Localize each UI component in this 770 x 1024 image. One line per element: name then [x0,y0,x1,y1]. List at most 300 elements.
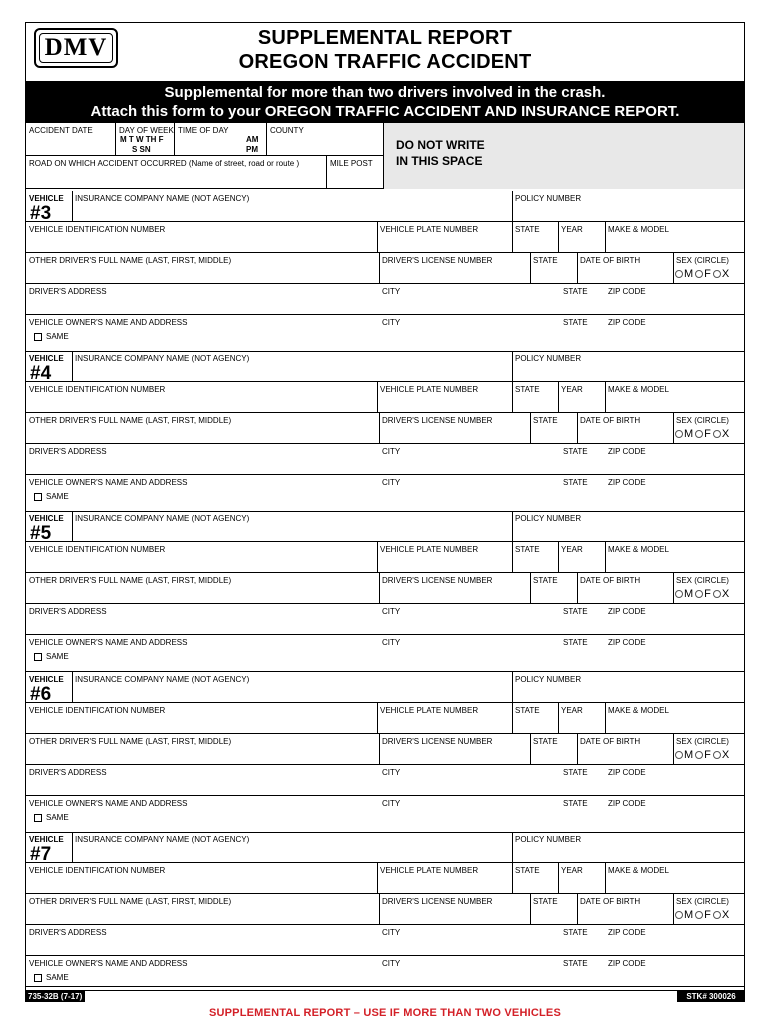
owner-state-field[interactable] [558,475,605,506]
license-number-field[interactable] [379,253,530,284]
sex-options[interactable] [675,428,731,440]
policy-number-label: POLICY NUMBER [515,194,582,203]
circle-option-icon[interactable] [695,270,703,278]
vin-field[interactable] [26,863,377,894]
driver-name-field[interactable] [26,253,379,284]
plate-number-field[interactable] [377,382,512,413]
make-model-label: MAKE & MODEL [608,545,669,554]
plate-state-label: STATE [515,225,540,234]
instruction-banner [26,81,744,123]
year-field[interactable] [558,863,605,894]
circle-option-icon[interactable] [713,430,721,438]
owner-field[interactable] [26,956,379,987]
field-divider [512,542,513,572]
date-of-birth-field[interactable] [577,413,673,444]
sex-option-m[interactable]: M [684,749,694,761]
field-divider [379,413,380,443]
driver-zip-label: ZIP CODE [608,768,646,777]
field-divider [605,863,606,893]
circle-option-icon[interactable] [695,751,703,759]
field-divider [577,253,578,283]
pm-option[interactable]: PM [246,145,258,154]
field-divider [377,222,378,252]
insurance-row [26,191,744,222]
plate-state-field[interactable] [512,703,558,734]
license-number-label: DRIVER'S LICENSE NUMBER [382,737,493,746]
circle-option-icon[interactable] [713,270,721,278]
sex-option-f[interactable]: F [704,588,711,600]
road-field[interactable] [26,156,327,189]
sex-options[interactable] [675,749,731,761]
same-checkbox[interactable] [34,333,42,341]
circle-option-icon[interactable] [695,590,703,598]
footer-note: SUPPLEMENTAL REPORT – USE IF MORE THAN TWO VEHICLES [208,1007,562,1019]
owner-city-field[interactable] [379,475,558,506]
insurance-row [26,672,744,703]
driver-city-field[interactable] [379,444,558,475]
vin-label: VEHICLE IDENTIFICATION NUMBER [29,225,166,234]
date-of-birth-label: DATE OF BIRTH [580,416,641,425]
owner-zip-label: ZIP CODE [608,799,646,808]
owner-state-field[interactable] [558,635,605,666]
policy-number-field[interactable] [512,672,744,703]
owner-state-label: STATE [563,478,588,487]
field-divider [377,703,378,733]
field-divider [577,573,578,603]
sex-option-m[interactable]: M [684,428,694,440]
sex-options[interactable] [675,909,731,921]
plate-state-label: STATE [515,385,540,394]
field-divider [558,863,559,893]
form-header [26,23,744,81]
make-model-field[interactable] [605,863,744,894]
owner-label: VEHICLE OWNER'S NAME AND ADDRESS [29,638,188,647]
license-number-field[interactable] [379,894,530,925]
circle-option-icon[interactable] [695,911,703,919]
sex-field[interactable] [673,894,744,925]
field-divider [512,863,513,893]
field-divider [377,382,378,412]
office-use-text-1: DO NOT WRITE [396,138,485,152]
dmv-logo-text: DMV [39,33,113,63]
vehicle-number: #7 [30,844,52,865]
time-of-day-label: TIME OF DAY [178,126,229,135]
field-divider [605,703,606,733]
insurance-label: INSURANCE COMPANY NAME (NOT AGENCY) [75,835,250,844]
license-state-field[interactable] [530,573,577,604]
vehicle-word: VEHICLE [29,835,64,844]
sex-label: SEX (CIRCLE) [676,256,729,265]
sex-options[interactable] [675,268,731,280]
vin-field[interactable] [26,703,377,734]
policy-number-field[interactable] [512,511,744,542]
owner-state-label: STATE [563,959,588,968]
sex-field[interactable] [673,253,744,284]
owner-state-field[interactable] [558,315,605,346]
sex-field[interactable] [673,413,744,444]
driver-state-label: STATE [563,607,588,616]
sex-option-x[interactable]: X [721,268,730,280]
driver-address-label: DRIVER'S ADDRESS [29,768,107,777]
make-model-label: MAKE & MODEL [608,866,669,875]
field-divider [530,413,531,443]
county-label: COUNTY [270,126,304,135]
owner-state-label: STATE [563,318,588,327]
owner-row [26,796,744,833]
owner-city-label: CITY [382,478,401,487]
driver-zip-label: ZIP CODE [608,287,646,296]
driver-row [26,413,744,444]
driver-address-label: DRIVER'S ADDRESS [29,287,107,296]
driver-name-field[interactable] [26,894,379,925]
plate-number-label: VEHICLE PLATE NUMBER [380,545,479,554]
sex-option-x[interactable]: X [721,749,730,761]
license-number-field[interactable] [379,413,530,444]
time-of-day-field[interactable] [175,123,267,156]
driver-address-field[interactable] [26,444,379,475]
driver-address-field[interactable] [26,765,379,796]
driver-state-field[interactable] [558,765,605,796]
driver-zip-field[interactable] [605,444,744,475]
plate-state-field[interactable] [512,382,558,413]
license-state-label: STATE [533,897,558,906]
driver-state-field[interactable] [558,284,605,315]
vehicle-number: #3 [30,203,52,224]
license-state-field[interactable] [530,894,577,925]
driver-name-field[interactable] [26,413,379,444]
owner-zip-label: ZIP CODE [608,638,646,647]
sex-label: SEX (CIRCLE) [676,576,729,585]
make-model-field[interactable] [605,222,744,253]
plate-number-field[interactable] [377,863,512,894]
license-state-field[interactable] [530,413,577,444]
accident-date-label: ACCIDENT DATE [29,126,93,135]
owner-zip-field[interactable] [605,796,744,827]
driver-address-field[interactable] [26,925,379,956]
owner-state-field[interactable] [558,956,605,987]
vehicle-word: VEHICLE [29,354,64,363]
vin-label: VEHICLE IDENTIFICATION NUMBER [29,706,166,715]
field-divider [530,253,531,283]
sex-option-f[interactable]: F [704,749,711,761]
date-of-birth-field[interactable] [577,894,673,925]
driver-city-label: CITY [382,287,401,296]
field-divider [512,382,513,412]
same-checkbox[interactable] [34,653,42,661]
date-of-birth-field[interactable] [577,253,673,284]
field-divider [377,542,378,572]
driver-city-label: CITY [382,928,401,937]
make-model-label: MAKE & MODEL [608,385,669,394]
circle-option-icon[interactable] [675,590,683,598]
field-divider [605,542,606,572]
plate-number-field[interactable] [377,703,512,734]
driver-name-field[interactable] [26,573,379,604]
vehicle-word: VEHICLE [29,675,64,684]
driver-state-label: STATE [563,768,588,777]
make-model-label: MAKE & MODEL [608,706,669,715]
vehicle-word: VEHICLE [29,194,64,203]
owner-zip-label: ZIP CODE [608,318,646,327]
same-checkbox[interactable] [34,814,42,822]
owner-city-field[interactable] [379,796,558,827]
driver-zip-field[interactable] [605,604,744,635]
sex-option-m[interactable]: M [684,909,694,921]
circle-option-icon[interactable] [713,751,721,759]
driver-city-label: CITY [382,447,401,456]
driver-city-field[interactable] [379,765,558,796]
owner-field[interactable] [26,315,379,346]
mile-post-field[interactable] [327,156,384,189]
owner-row [26,475,744,512]
driver-address-field[interactable] [26,284,379,315]
driver-row [26,253,744,284]
sex-option-m[interactable]: M [684,588,694,600]
policy-number-label: POLICY NUMBER [515,675,582,684]
make-model-field[interactable] [605,703,744,734]
plate-state-label: STATE [515,866,540,875]
policy-number-field[interactable] [512,191,744,222]
driver-name-label: OTHER DRIVER'S FULL NAME (LAST, FIRST, MIDDLE) [29,416,232,425]
day-of-week-field[interactable] [116,123,175,156]
vin-field[interactable] [26,542,377,573]
sex-option-f[interactable]: F [704,909,711,921]
driver-row [26,894,744,925]
plate-state-field[interactable] [512,863,558,894]
same-checkbox[interactable] [34,493,42,501]
vehicle-id-box [26,832,72,863]
year-label: YEAR [561,866,583,875]
driver-city-field[interactable] [379,604,558,635]
insurance-row [26,832,744,863]
owner-row [26,635,744,672]
circle-option-icon[interactable] [695,430,703,438]
owner-state-label: STATE [563,799,588,808]
insurance-field[interactable] [72,832,512,863]
field-divider [558,382,559,412]
day-of-week-options[interactable]: M T W TH F [120,135,164,144]
license-state-field[interactable] [530,253,577,284]
insurance-row [26,351,744,382]
driver-state-field[interactable] [558,925,605,956]
owner-zip-field[interactable] [605,315,744,346]
license-state-field[interactable] [530,734,577,765]
driver-name-label: OTHER DRIVER'S FULL NAME (LAST, FIRST, MIDDLE) [29,737,232,746]
year-field[interactable] [558,382,605,413]
owner-field[interactable] [26,475,379,506]
insurance-field[interactable] [72,351,512,382]
driver-address-row [26,284,744,315]
driver-address-row [26,444,744,475]
field-divider [605,382,606,412]
date-of-birth-label: DATE OF BIRTH [580,737,641,746]
plate-number-label: VEHICLE PLATE NUMBER [380,706,479,715]
owner-label: VEHICLE OWNER'S NAME AND ADDRESS [29,799,188,808]
driver-address-row [26,604,744,635]
sex-options[interactable] [675,588,731,600]
driver-name-field[interactable] [26,734,379,765]
day-of-week-options-weekend[interactable]: S SN [132,145,151,154]
vehicle-number: #6 [30,684,52,705]
driver-zip-label: ZIP CODE [608,447,646,456]
plate-number-field[interactable] [377,542,512,573]
sex-option-f[interactable]: F [704,268,711,280]
owner-city-field[interactable] [379,956,558,987]
form-title-line1: SUPPLEMENTAL REPORT [257,27,513,49]
driver-zip-label: ZIP CODE [608,607,646,616]
policy-number-label: POLICY NUMBER [515,354,582,363]
owner-zip-field[interactable] [605,635,744,666]
sex-option-x[interactable]: X [721,588,730,600]
date-of-birth-field[interactable] [577,573,673,604]
field-divider [379,734,380,764]
field-divider [577,734,578,764]
plate-state-field[interactable] [512,542,558,573]
owner-city-field[interactable] [379,315,558,346]
county-field[interactable] [267,123,384,156]
driver-zip-field[interactable] [605,284,744,315]
field-divider [530,894,531,924]
same-label: SAME [46,973,69,982]
field-divider [379,573,380,603]
same-label: SAME [46,652,69,661]
owner-zip-label: ZIP CODE [608,959,646,968]
vehicle-section [26,351,744,512]
vin-field[interactable] [26,222,377,253]
circle-option-icon[interactable] [675,270,683,278]
sex-option-x[interactable]: X [721,428,730,440]
owner-zip-label: ZIP CODE [608,478,646,487]
field-divider [530,734,531,764]
sex-field[interactable] [673,573,744,604]
driver-address-field[interactable] [26,604,379,635]
owner-field[interactable] [26,796,379,827]
insurance-field[interactable] [72,191,512,222]
driver-city-field[interactable] [379,284,558,315]
policy-number-field[interactable] [512,351,744,382]
field-divider [558,703,559,733]
accident-date-field[interactable] [26,123,116,156]
am-option[interactable]: AM [246,135,259,144]
field-divider [377,863,378,893]
vehicle-number: #5 [30,523,52,544]
date-of-birth-field[interactable] [577,734,673,765]
year-label: YEAR [561,385,583,394]
same-checkbox[interactable] [34,974,42,982]
policy-number-field[interactable] [512,832,744,863]
year-field[interactable] [558,542,605,573]
driver-state-label: STATE [563,287,588,296]
date-of-birth-label: DATE OF BIRTH [580,256,641,265]
year-label: YEAR [561,545,583,554]
banner-line2: Attach this form to your OREGON TRAFFIC ACCIDENT AND INSURANCE REPORT. [90,103,680,120]
plate-state-label: STATE [515,706,540,715]
sex-option-x[interactable]: X [721,909,730,921]
license-number-field[interactable] [379,573,530,604]
driver-address-label: DRIVER'S ADDRESS [29,928,107,937]
license-number-label: DRIVER'S LICENSE NUMBER [382,256,493,265]
driver-state-field[interactable] [558,444,605,475]
driver-zip-label: ZIP CODE [608,928,646,937]
driver-zip-field[interactable] [605,765,744,796]
owner-row [26,956,744,987]
owner-zip-field[interactable] [605,475,744,506]
plate-state-field[interactable] [512,222,558,253]
year-label: YEAR [561,706,583,715]
field-divider [558,222,559,252]
vehicle-details-row [26,542,744,573]
circle-option-icon[interactable] [675,911,683,919]
plate-number-label: VEHICLE PLATE NUMBER [380,225,479,234]
field-divider [512,222,513,252]
circle-option-icon[interactable] [675,430,683,438]
field-divider [379,253,380,283]
make-model-field[interactable] [605,542,744,573]
driver-name-label: OTHER DRIVER'S FULL NAME (LAST, FIRST, MIDDLE) [29,576,232,585]
driver-city-field[interactable] [379,925,558,956]
insurance-field[interactable] [72,511,512,542]
stock-number: STK# 300026 [677,991,745,1002]
sex-option-f[interactable]: F [704,428,711,440]
year-field[interactable] [558,222,605,253]
driver-state-label: STATE [563,928,588,937]
driver-row [26,734,744,765]
sex-field[interactable] [673,734,744,765]
owner-zip-field[interactable] [605,956,744,987]
owner-state-field[interactable] [558,796,605,827]
circle-option-icon[interactable] [713,590,721,598]
owner-label: VEHICLE OWNER'S NAME AND ADDRESS [29,478,188,487]
vehicle-details-row [26,703,744,734]
sex-option-m[interactable]: M [684,268,694,280]
circle-option-icon[interactable] [675,751,683,759]
field-divider [558,542,559,572]
owner-row [26,315,744,352]
field-divider [577,894,578,924]
driver-state-field[interactable] [558,604,605,635]
driver-name-label: OTHER DRIVER'S FULL NAME (LAST, FIRST, MIDDLE) [29,256,232,265]
owner-city-label: CITY [382,638,401,647]
vehicle-section [26,191,744,352]
insurance-field[interactable] [72,672,512,703]
driver-address-row [26,925,744,956]
license-number-field[interactable] [379,734,530,765]
accident-info-section [26,123,744,189]
make-model-field[interactable] [605,382,744,413]
owner-label: VEHICLE OWNER'S NAME AND ADDRESS [29,318,188,327]
vehicle-id-box [26,191,72,222]
owner-city-label: CITY [382,799,401,808]
same-label: SAME [46,813,69,822]
license-state-label: STATE [533,737,558,746]
owner-field[interactable] [26,635,379,666]
vin-label: VEHICLE IDENTIFICATION NUMBER [29,385,166,394]
driver-city-label: CITY [382,607,401,616]
driver-zip-field[interactable] [605,925,744,956]
circle-option-icon[interactable] [713,911,721,919]
owner-city-field[interactable] [379,635,558,666]
sex-label: SEX (CIRCLE) [676,416,729,425]
driver-address-row [26,765,744,796]
vin-field[interactable] [26,382,377,413]
year-field[interactable] [558,703,605,734]
field-divider [673,573,674,603]
driver-address-label: DRIVER'S ADDRESS [29,607,107,616]
field-divider [673,253,674,283]
plate-number-field[interactable] [377,222,512,253]
road-label: ROAD ON WHICH ACCIDENT OCCURRED (Name of street, road or route ) [29,159,300,168]
owner-city-label: CITY [382,318,401,327]
